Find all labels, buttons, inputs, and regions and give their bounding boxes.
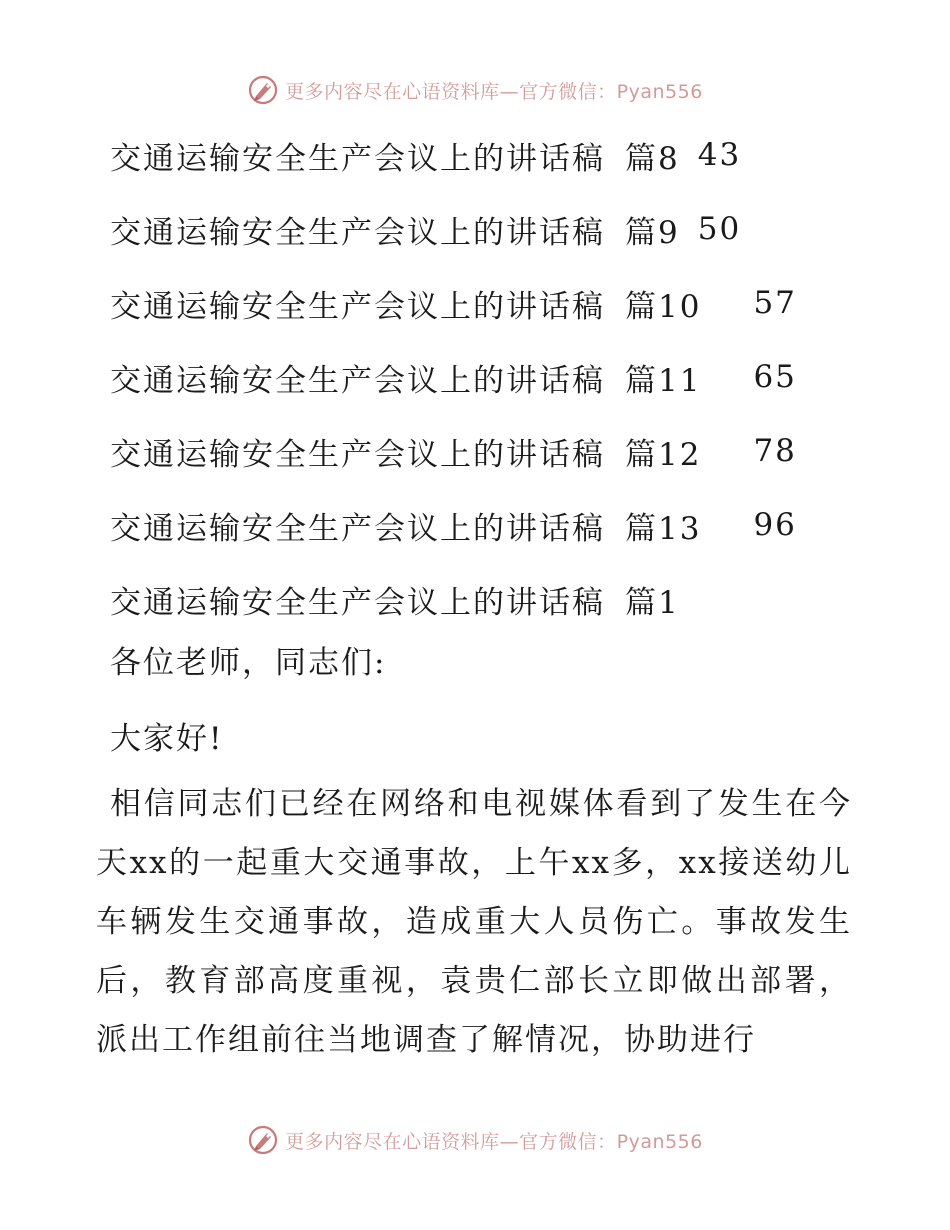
salutation: 各位老师，同志们: xyxy=(110,645,387,681)
toc-item[interactable] xyxy=(110,488,870,562)
toc-item-page: 96 xyxy=(753,507,797,543)
toc-item-number: 篇11 xyxy=(625,362,702,399)
pen-logo-icon xyxy=(247,1124,279,1156)
greeting: 大家好! xyxy=(110,721,224,757)
toc-item-number: 篇10 xyxy=(625,288,702,325)
body-paragraph: 相信同志们已经在网络和电视媒体看到了发生在今天xx的一起重大交通事故，上午xx多，xx接送幼儿车辆发生交通事故，造成重大人员伤亡。事故发生后，教育部高度重视，袁贵仁部长立即做出部署，派出工作组前往当地调查了解情况，协助进行 xyxy=(96,786,852,1058)
toc-item-page: 43 xyxy=(697,137,742,173)
table-of-contents xyxy=(110,118,870,636)
toc-item[interactable] xyxy=(110,266,870,340)
toc-item[interactable] xyxy=(110,192,870,266)
toc-item-page: 78 xyxy=(753,433,797,469)
toc-item[interactable] xyxy=(110,340,870,414)
toc-item-title: 交通运输安全生产会议上的讲话稿 xyxy=(110,362,605,399)
toc-item-page: 57 xyxy=(753,285,797,321)
section-heading-title: 交通运输安全生产会议上的讲话稿 xyxy=(110,584,605,621)
toc-item-number: 篇13 xyxy=(625,510,702,547)
toc-item-number: 篇9 xyxy=(625,214,680,251)
toc-item[interactable] xyxy=(110,414,870,488)
toc-item-title: 交通运输安全生产会议上的讲话稿 xyxy=(110,288,605,325)
toc-item-page: 65 xyxy=(753,359,797,395)
section-heading-number: 篇1 xyxy=(625,584,680,621)
toc-item-number: 篇12 xyxy=(625,436,702,473)
toc-item[interactable] xyxy=(110,118,870,192)
toc-item-title: 交通运输安全生产会议上的讲话稿 xyxy=(110,510,605,547)
banner-content xyxy=(247,1124,703,1156)
section-heading xyxy=(110,562,870,636)
header-banner xyxy=(0,70,950,110)
toc-item-title: 交通运输安全生产会议上的讲话稿 xyxy=(110,140,605,177)
toc-item-number: 篇8 xyxy=(625,140,680,177)
toc-item-title: 交通运输安全生产会议上的讲话稿 xyxy=(110,214,605,251)
banner-text: 更多内容尽在心语资料库—官方微信：Pyan556 xyxy=(285,80,703,103)
toc-item-page: 50 xyxy=(697,211,742,247)
banner-content xyxy=(247,74,703,106)
banner-text: 更多内容尽在心语资料库—官方微信：Pyan556 xyxy=(285,1130,703,1153)
toc-item-title: 交通运输安全生产会议上的讲话稿 xyxy=(110,436,605,473)
footer-banner xyxy=(0,1120,950,1160)
pen-logo-icon xyxy=(247,74,279,106)
